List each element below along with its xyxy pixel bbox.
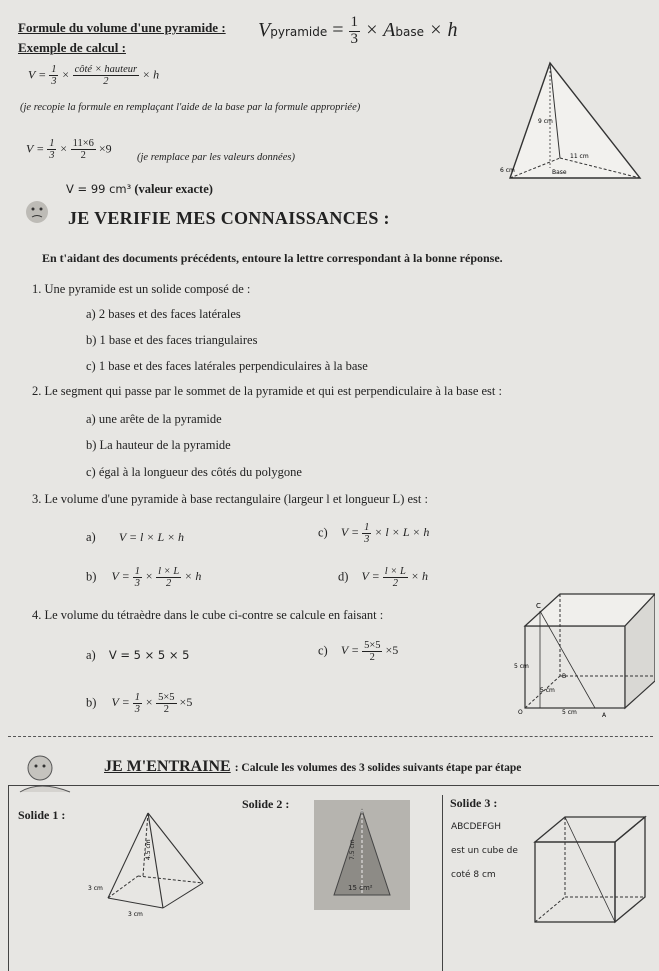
q3d-den: 2 [392, 578, 398, 590]
q2-option-b[interactable]: b) La hauteur de la pyramide [86, 438, 231, 452]
solide3-label: Solide 3 : [450, 796, 498, 810]
cube-figure [500, 586, 655, 721]
q3c-den: 3 [364, 534, 370, 546]
formula-end: × h [429, 18, 458, 41]
q3d-num: l × L [384, 566, 406, 577]
writing-person-icon [10, 752, 80, 798]
section2-subtitle: : Calcule les volumes des 3 solides suivants étape par étape [234, 762, 522, 774]
frame-divider [442, 795, 443, 971]
q1-option-b[interactable]: b) 1 base et des faces triangulaires [86, 333, 258, 347]
q4b-den: 2 [163, 704, 169, 716]
q4c-den: 2 [369, 652, 375, 664]
example-label: Exemple de calcul : [18, 40, 126, 55]
ex2-third-den: 3 [49, 150, 55, 162]
q4b-third-num: 1 [134, 692, 141, 703]
formula-sub: pyramide [270, 24, 328, 39]
q4-option-b[interactable]: b) V = $\frac{1}{3}$ × $\frac{5\times 5}{2}$ ×5 [86, 692, 193, 716]
q4c-frac [362, 640, 382, 663]
s1-dim-3: 4.5 cm [145, 839, 152, 860]
example-result [66, 182, 213, 197]
example-note2: (je remplace par les valeurs données) [137, 152, 295, 163]
frame-left [8, 785, 9, 971]
q4a-formula: V = 5 × 5 × 5 [108, 648, 190, 662]
ex2-suffix: ×9 [98, 141, 112, 156]
q3b-prefix: V = [111, 569, 133, 584]
section1-title: JE VERIFIE MES CONNAISSANCES : [68, 208, 390, 228]
pyramid-volume-formula [258, 15, 458, 48]
solide2-pyramid [314, 800, 410, 910]
formula-eq: = [332, 18, 349, 41]
cube-label-5cm-2: 5 cm [540, 687, 555, 694]
q3c-letter: c) [318, 525, 328, 540]
cube-label-o: O [518, 709, 523, 716]
q3d-letter: d) [338, 569, 349, 584]
section2-title: JE M'ENTRAINE [104, 758, 231, 775]
q1-option-a[interactable]: a) 2 bases et des faces latérales [86, 307, 241, 321]
q4c-letter: c) [318, 643, 328, 658]
ex2-den: 2 [80, 150, 86, 162]
question-4: 4. Le volume du tétraèdre dans le cube ci-contre se calcule en faisant : [32, 608, 384, 622]
q3-option-c[interactable] [318, 522, 429, 545]
cube-label-a: A [602, 712, 607, 719]
ex1-third-den: 3 [51, 76, 57, 88]
question-3: 3. Le volume d'une pyramide à base rectangulaire (largeur l et longueur L) est : [32, 492, 428, 506]
fig-label-11cm: 11 cm [570, 153, 589, 160]
q3b-third-den: 3 [134, 578, 141, 590]
ex1-num: côté × hauteur [74, 64, 138, 75]
cube-label-b: B [562, 673, 567, 680]
thinking-emoji-icon [20, 197, 54, 225]
section-divider [8, 736, 653, 737]
q4c-prefix: V = [340, 643, 363, 658]
q4b-third [133, 692, 142, 715]
q4-option-c[interactable] [318, 640, 398, 663]
solide3-text-1: ABCDEFGH [451, 822, 501, 832]
q4a-letter: a) [86, 648, 96, 662]
example-line1: V = $\frac{1}{3}$ × $\frac{\text{côté × hauteur}}{2}$ × h [28, 64, 160, 88]
q4b-third-den: 3 [134, 704, 141, 716]
s2-dim-height: 7.5 cm [349, 839, 356, 860]
q3d-prefix: V = [361, 569, 383, 584]
q4b-num: 5×5 [158, 692, 175, 703]
fig-label-base: Base [552, 169, 567, 176]
q3b-third [133, 566, 142, 589]
q4c-suffix: ×5 [385, 643, 399, 658]
ex2-num: 11×6 [72, 138, 94, 149]
formula-title: Formule du volume d'une pyramide : [18, 20, 226, 35]
cube-label-c: C [536, 602, 541, 610]
q3a-letter: a) [86, 530, 96, 544]
q3b-den: 2 [166, 578, 172, 590]
q3-option-d[interactable] [338, 566, 428, 589]
section2-heading [104, 758, 521, 776]
q3-option-b[interactable]: b) V = $\frac{1}{3}$ × $\frac{l \times L}{2}$ × h [86, 566, 202, 590]
solide3-text-3: coté 8 cm [451, 870, 496, 880]
solide3-text-2: est un cube de [451, 846, 518, 856]
result-value: V = 99 cm³ [66, 182, 132, 196]
ex1-third-num: 1 [51, 64, 57, 75]
q3-option-a[interactable] [86, 530, 184, 545]
ex1-frac [73, 64, 140, 87]
q3b-letter: b) [86, 569, 97, 584]
q1-option-c[interactable]: c) 1 base et des faces latérales perpendiculaires à la base [86, 359, 368, 373]
q2-option-a[interactable]: a) une arête de la pyramide [86, 412, 222, 426]
q3c-suffix: × l × L × h [374, 525, 430, 540]
solide1-pyramid [88, 808, 218, 918]
q4b-prefix: V = [111, 695, 133, 710]
q3c-num: 1 [364, 522, 370, 533]
q4c-num: 5×5 [364, 640, 381, 651]
pyramid-face [510, 63, 640, 178]
q3b-num: l × L [158, 566, 180, 577]
example-pyramid-figure [500, 58, 650, 188]
q4b-suffix: ×5 [179, 695, 193, 710]
q4b-frac [156, 692, 176, 715]
formula-v: V [258, 18, 271, 41]
ex2-third-num: 1 [49, 138, 55, 149]
s1-dim-2: 3 cm [128, 911, 143, 918]
ex2-frac [71, 138, 96, 161]
ex1-prefix: V = [28, 67, 50, 82]
s2-dim-area: 15 cm² [348, 884, 373, 892]
frac-num: 1 [350, 14, 359, 30]
solide1-label: Solide 1 : [18, 808, 66, 822]
ex1-den: 2 [103, 76, 109, 88]
ex1-third [49, 64, 58, 87]
ex2-prefix: V = [26, 141, 48, 156]
fig-label-6cm: 6 cm [500, 167, 515, 174]
q3b-suffix: × h [184, 569, 202, 584]
fig-label-9cm: 9 cm [538, 118, 553, 125]
ex1-suffix: × h [142, 67, 160, 82]
q2-option-c[interactable]: c) égal à la longueur des côtés du polygone [86, 465, 302, 479]
q3b-frac [156, 566, 181, 589]
frac-den: 3 [350, 30, 359, 47]
q3d-frac [383, 566, 408, 589]
result-note: (valeur exacte) [134, 182, 213, 196]
solide2-label: Solide 2 : [242, 797, 290, 811]
q3c-frac [362, 522, 371, 545]
q3c-prefix: V = [340, 525, 363, 540]
s1-dim-1: 3 cm [88, 885, 103, 892]
cube-label-5cm-3: 5 cm [562, 709, 577, 716]
frame-top [8, 785, 659, 786]
ex2-third [47, 138, 56, 161]
example-note1: (je recopie la formule en remplaçant l'aide de la base par la formule appropriée) [20, 102, 361, 113]
q3a-formula: V = l × L × h [118, 530, 185, 544]
tail-sub: base [395, 24, 424, 39]
formula-tail: × A [365, 18, 396, 41]
q3b-third-num: 1 [134, 566, 141, 577]
formula-fraction [349, 15, 361, 48]
section1-instruction: En t'aidant des documents précédents, entoure la lettre correspondant à la bonne réponse. [42, 251, 503, 265]
q3d-suffix: × h [410, 569, 428, 584]
q4-option-a[interactable] [86, 648, 190, 663]
cube-label-5cm-1: 5 cm [514, 663, 529, 670]
question-2: 2. Le segment qui passe par le sommet de la pyramide et qui est perpendiculaire à la base est : [32, 384, 502, 398]
solide3-cube [525, 812, 655, 927]
example-line2: V = $\frac{1}{3}$ × $\frac{11\times 6}{2}$ ×9 [26, 138, 112, 162]
question-1: 1. Une pyramide est un solide composé de : [32, 282, 251, 296]
q4b-letter: b) [86, 695, 97, 710]
